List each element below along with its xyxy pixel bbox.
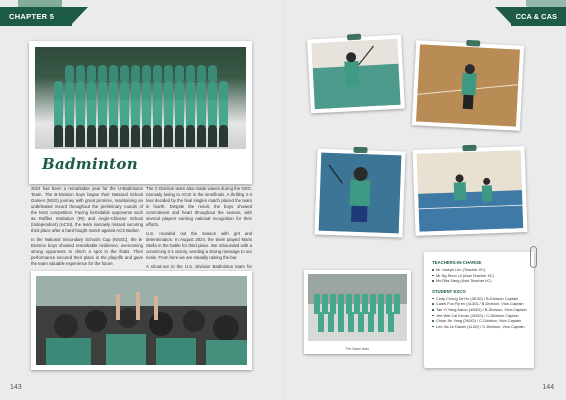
photo-tape	[466, 40, 480, 47]
list-item: Lee Jia Le Daniel (4L3G) / C-Division, Vice-Captain	[432, 324, 528, 330]
match-photo-1	[307, 35, 405, 114]
paperclip-icon	[530, 246, 537, 268]
list-item: Mr Ng Shun Lii (Asst Teacher I/C)	[432, 273, 528, 279]
photo-caption: Pre-Game team	[345, 347, 370, 351]
photo-tape	[347, 34, 361, 41]
article-paragraph: A shout-out to the U.S. Division Badminton team for	[146, 264, 252, 269]
chapter-header-tail	[70, 7, 88, 26]
article-paragraph: In the National Secondary Schools Cup (NSSC), the B-Division boys showed remarkable resilience, overcoming strong opponents to clinch a spot in the finals. Their performance secured their place in the playoffs and gave the team valuable experience for the future.	[31, 237, 143, 266]
team-seated-row	[35, 125, 246, 147]
list-item: Ms Rita Sang (Asst Teacher I/C)	[432, 278, 528, 284]
team-huddle-photo	[36, 276, 247, 365]
article-paragraph: U.S. rounded out the season with grit and determination. In August 2024, the team played Maris Stella in the battle for third place. We rebounded with a convincing 3-1 victory, sending a strong message to our rivals. From here we are steadily raising the bar.	[146, 231, 252, 260]
page-number-left: 143	[10, 384, 22, 391]
team-photo	[35, 47, 246, 149]
teachers-list	[432, 267, 528, 284]
pre-game-team-photo	[304, 270, 411, 354]
list-item: Caleb Foo Ry en (4L3G) / B-Division, Vice-Captain	[432, 301, 528, 307]
match-photo-4	[413, 146, 528, 236]
photo-tape	[462, 145, 476, 151]
page-number-right: 144	[542, 384, 554, 391]
article-paragraph: 2024 has been a remarkable year for the U-Badminton Team. The B-Division boys began their National School Games (NSG) journey with great promise, maintaining an undefeated record throughout the preliminary rounds of the NSG competition. Facing formidable opponents such as Raffles Institution (RI) and Anglo-Chinese School (Independent) (ACSI), the team narrowly missed securing third place after a hard-fought match against ACS Barker.	[31, 186, 143, 233]
photo-tape	[353, 147, 367, 153]
info-card	[424, 252, 534, 368]
team-middle-row	[35, 81, 246, 101]
chapter-header: CHAPTER 5	[0, 7, 72, 26]
team-photo-card	[29, 41, 252, 184]
match-photo-3	[315, 148, 406, 237]
exco-list	[432, 296, 528, 330]
team-front-row	[35, 99, 246, 127]
exco-heading: STUDENT EXCO	[432, 288, 466, 294]
page-gutter	[282, 0, 285, 400]
list-item: Chloe Jie Yang (3N3G) / C-Division, Vice-Captain	[432, 318, 528, 324]
list-item: Cody Chong Ze Ho (3E3G) / B-Division Captain	[432, 296, 528, 302]
team-huddle-photo-card	[31, 271, 252, 370]
article-paragraph: The C-Division team also made waves during the NSG, narrowly losing to ACSI in the semifinals. A thrilling 2-3 loss decided by the final singles match placed the team in fourth. Despite the result, the boys showed commitment and heart throughout the season, with several players earning national recognition for their efforts.	[146, 186, 252, 227]
article-column-left	[31, 186, 143, 270]
list-item: Mr Joseph Lim (Teacher I/C)	[432, 267, 528, 273]
list-item: Tan Yi Yang Aaron (4N3G) / B-Division, Vice-Captain	[432, 307, 528, 313]
match-photo-2	[412, 40, 524, 131]
page-title: Badminton	[42, 155, 138, 173]
team-back-row	[35, 65, 246, 81]
teachers-heading: TEACHERS-IN-CHARGE	[432, 260, 482, 265]
section-header: CCA & CAS	[511, 7, 566, 26]
list-item: Yee Wei Cai Kevan (4N3G) / C-Division Captain	[432, 313, 528, 319]
